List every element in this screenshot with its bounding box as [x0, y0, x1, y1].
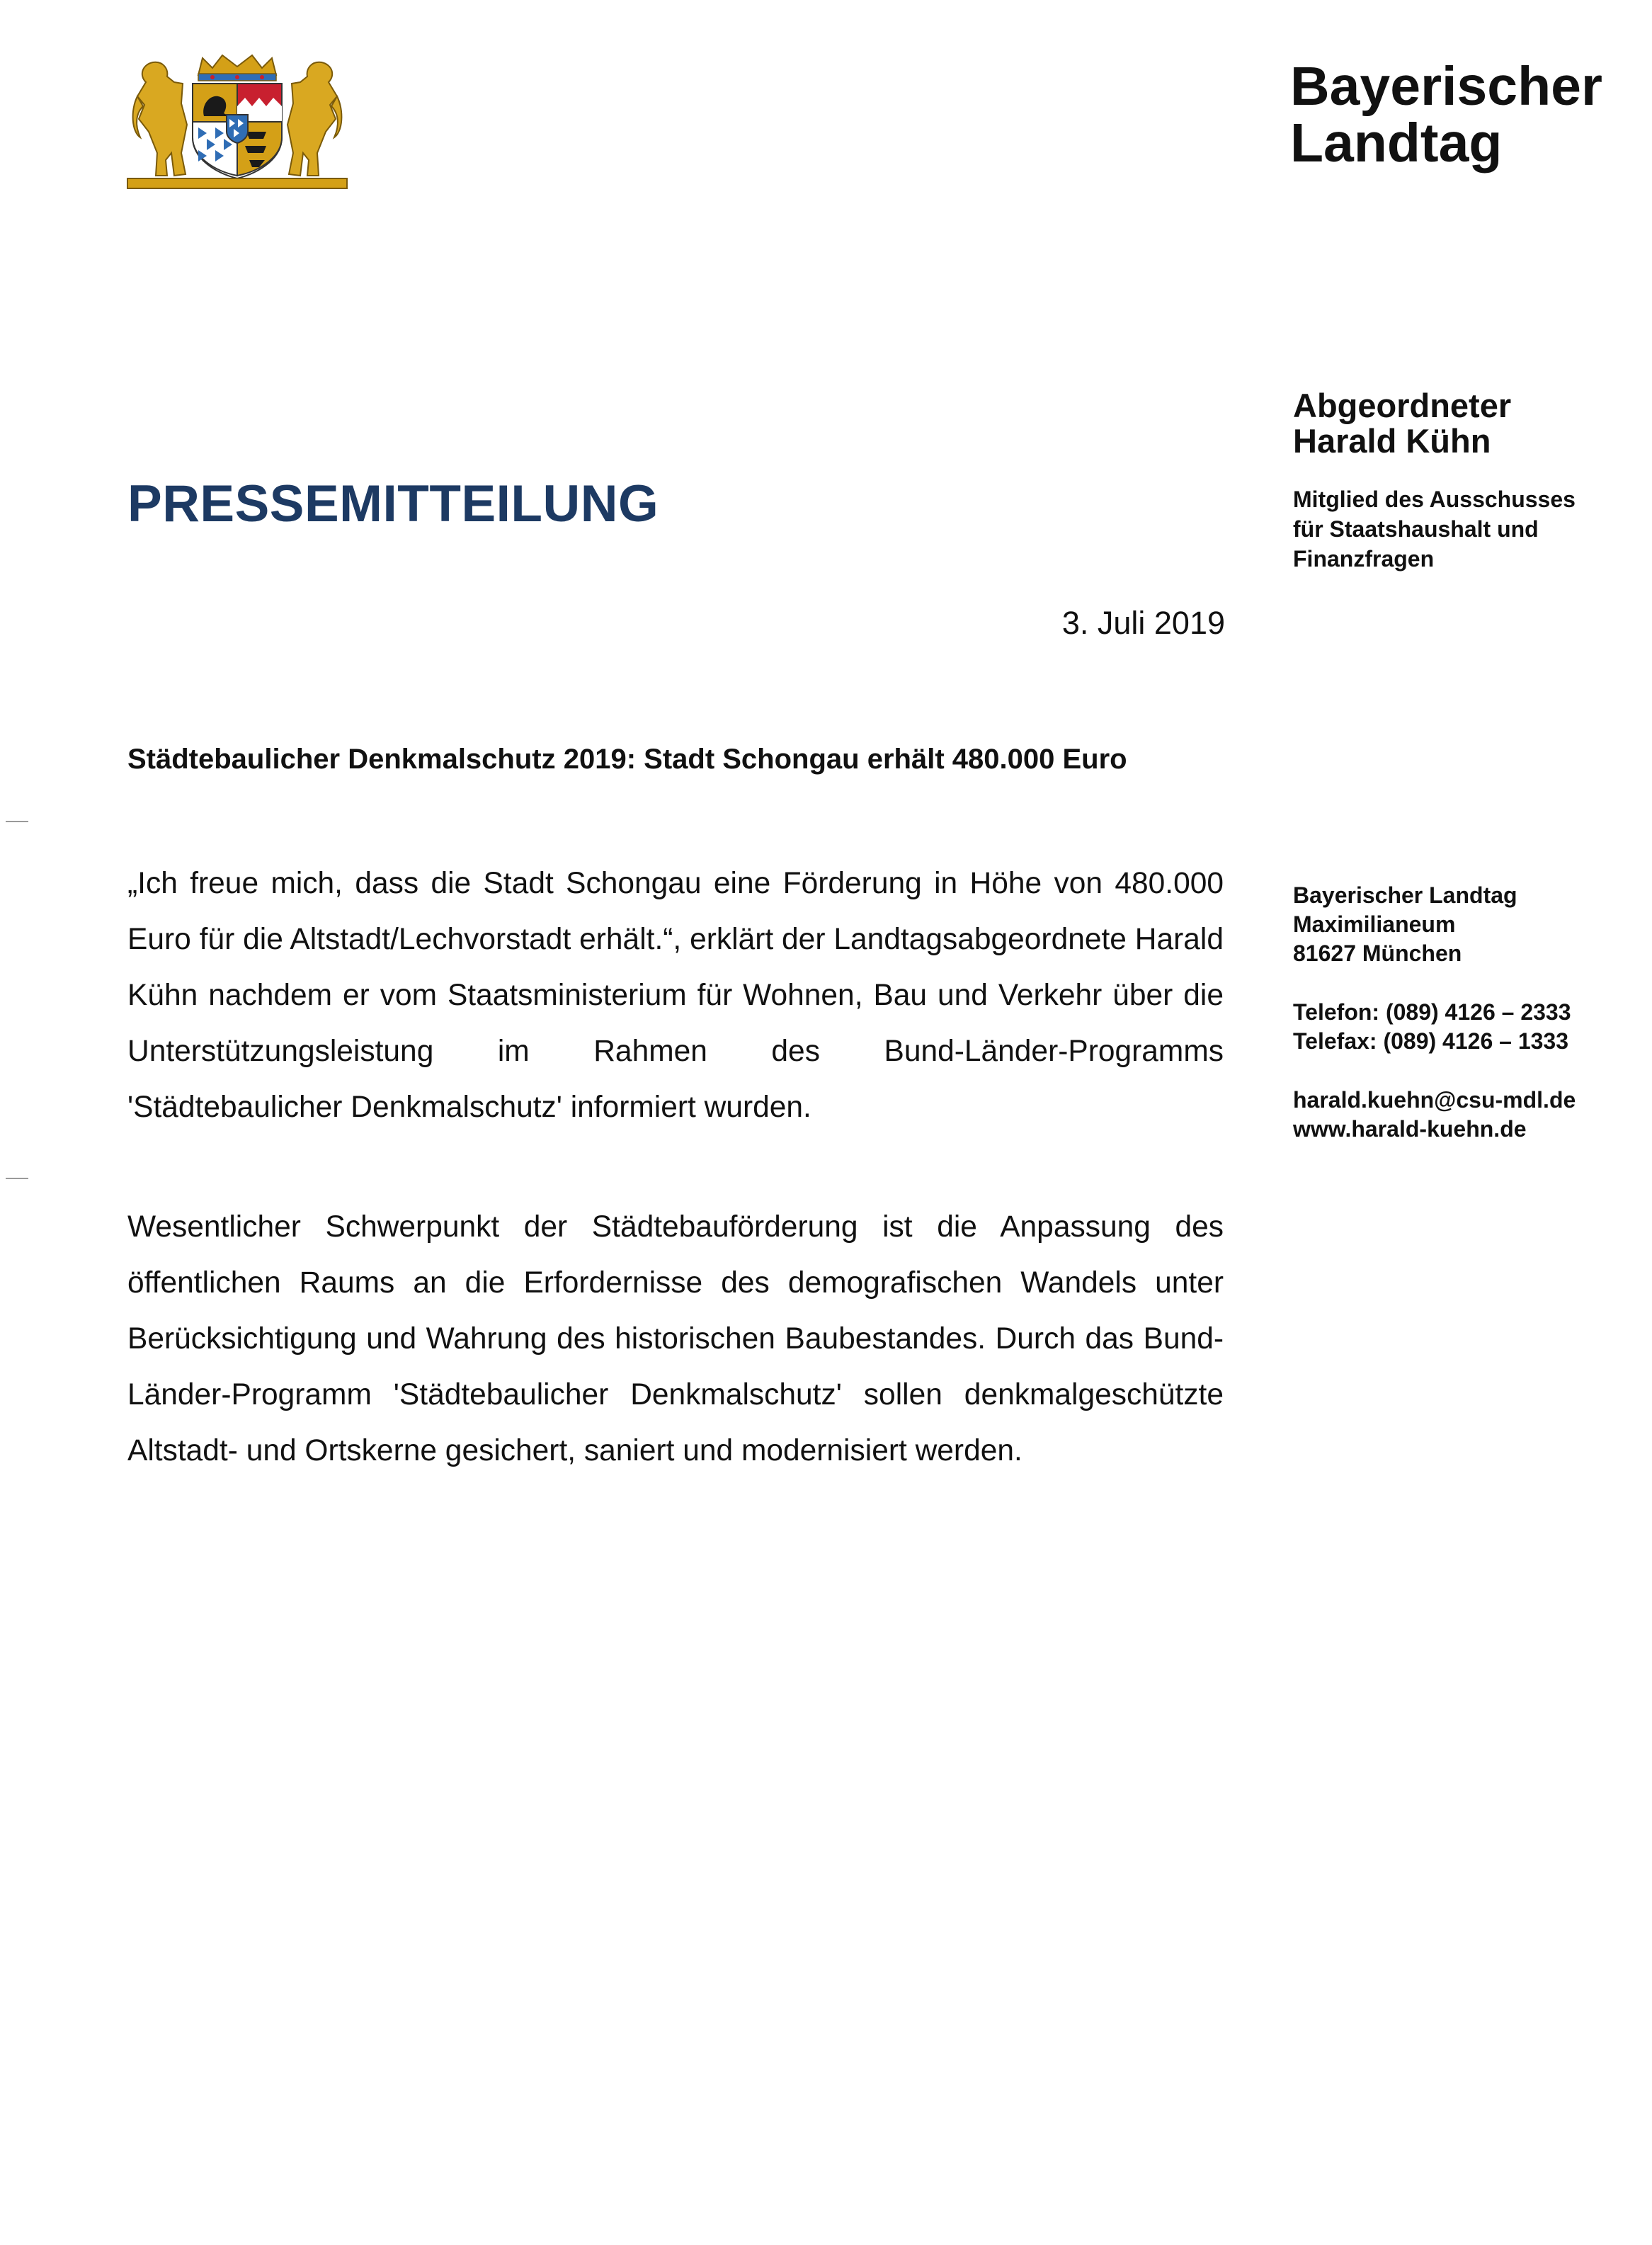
- crown-icon: [198, 55, 276, 81]
- fax-number: Telefax: (089) 4126 – 1333: [1293, 1028, 1568, 1054]
- member-title-line1: Abgeordneter: [1293, 387, 1512, 424]
- document-type-title: PRESSEMITTEILUNG: [127, 475, 659, 533]
- address-line-2: Maximilianeum: [1293, 911, 1456, 937]
- member-title: [1293, 388, 1511, 459]
- contact-block: [1293, 881, 1576, 1173]
- coat-of-arms-logo: [125, 54, 350, 191]
- document-date: 3. Juli 2019: [1061, 605, 1225, 641]
- member-role-line1: Mitglied des Ausschusses: [1293, 487, 1576, 512]
- organization-name-line2: Landtag: [1290, 113, 1503, 174]
- address-group: [1293, 881, 1576, 968]
- left-lion-icon: [133, 62, 187, 176]
- headline: Städtebaulicher Denkmalschutz 2019: Stadt Schongau erhält 480.000 Euro: [127, 744, 1127, 775]
- member-name: Harald Kühn: [1293, 422, 1491, 460]
- body-paragraph-2: Wesentlicher Schwerpunkt der Städtebauförderung ist die Anpassung des öffentlichen Raums an die Erfordernisse des demografischen Wandels unter Berücksichtigung und Wahrung des historischen Baubestandes. Durch das Bund-Länder-Programm 'Städtebaulicher Denkmalschutz' sollen denkmalgeschützte Altstadt- und Ortskerne gesichert, saniert und modernisiert werden.: [127, 1210, 1224, 1467]
- member-role-line3: Finanzfragen: [1293, 546, 1435, 572]
- member-role: [1293, 484, 1576, 574]
- fold-mark: [6, 1178, 28, 1179]
- member-role-line2: für Staatshaushalt und: [1293, 516, 1539, 542]
- online-group: [1293, 1086, 1576, 1144]
- website-link[interactable]: www.harald-kuehn.de: [1293, 1116, 1527, 1142]
- phone-number: Telefon: (089) 4126 – 2333: [1293, 999, 1571, 1025]
- organization-name: [1290, 56, 1602, 174]
- phone-group: [1293, 998, 1576, 1056]
- right-lion-icon: [287, 62, 341, 176]
- address-line-3: 81627 München: [1293, 940, 1462, 966]
- organization-name-line1: Bayerischer: [1290, 56, 1602, 117]
- fold-mark: [6, 821, 28, 822]
- address-line-1: Bayerischer Landtag: [1293, 882, 1517, 908]
- shield-icon: [193, 84, 282, 178]
- body-paragraph-1: „Ich freue mich, dass die Stadt Schongau eine Förderung in Höhe von 480.000 Euro für die Altstadt/Lechvorstadt erhält.“, erklärt der Landtagsabgeordnete Harald Kühn nachdem er vom Staatsministerium für Wohnen, Bau und Verkehr über die Unterstützungsleistung im Rahmen des Bund-Länder-Programms 'Städtebaulicher Denkmalschutz' informiert wurden.: [127, 867, 1224, 1124]
- email-address[interactable]: harald.kuehn@csu-mdl.de: [1293, 1087, 1576, 1113]
- logo-base: [127, 178, 347, 188]
